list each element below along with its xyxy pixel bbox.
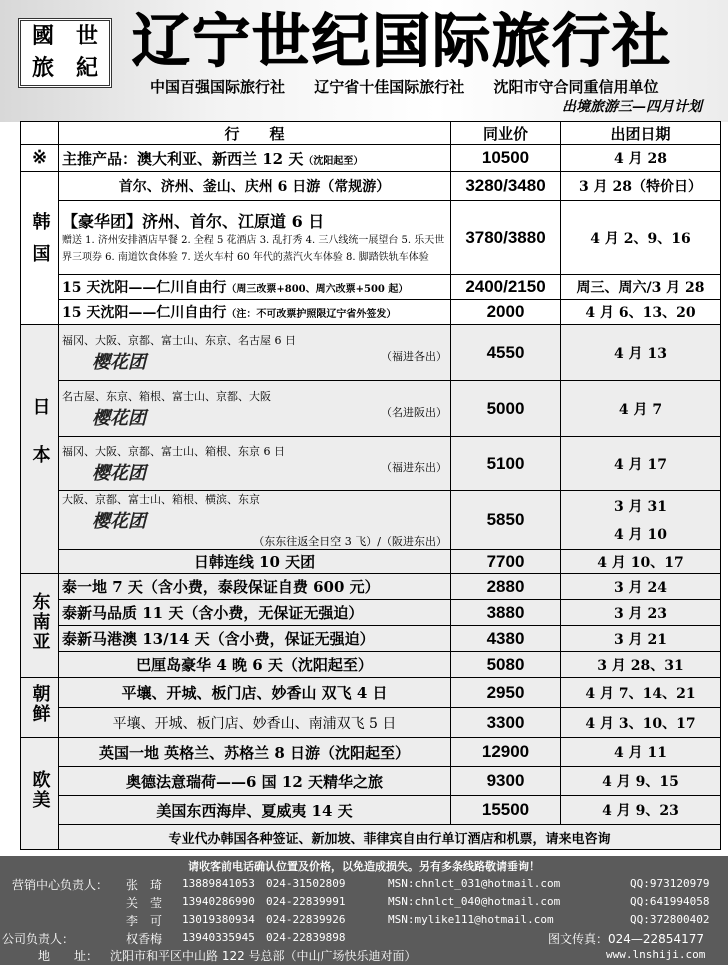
tour-tag: 樱花团 [92, 407, 146, 429]
price: 3880 [451, 600, 561, 626]
route-note: （名进阪出） [381, 405, 447, 419]
footer [0, 856, 728, 965]
date: 3 月 31 [614, 499, 667, 515]
route-note: （福进各出） [381, 349, 447, 363]
featured-mark: ※ [21, 145, 59, 172]
contact-name: 关 莹 [126, 896, 163, 910]
table-row [21, 437, 721, 491]
col-price: 同业价 [451, 122, 561, 145]
table-row [21, 738, 721, 767]
date: 3 月 21 [561, 626, 721, 652]
date: 4 月 11 [561, 738, 721, 767]
footer-notice: 请收客前电话确认位置及价格，以免造成损失。另有多条线路敬请垂询！ [188, 860, 540, 873]
plan-title: 出境旅游三—四月计划 [562, 99, 702, 115]
table-row [21, 300, 721, 325]
address-label: 地 址： [38, 949, 99, 963]
contact-qq: QQ:641994058 [630, 895, 710, 908]
company-head-mobile: 13940335945 [182, 931, 255, 944]
brand-title: 辽宁世纪国际旅行社 [132, 7, 673, 75]
taglines [150, 76, 673, 97]
tagline: 中国百强国际旅行社 [150, 78, 286, 96]
date: 4 月 10 [614, 527, 667, 543]
route-title: 泰一地 7 天（含小费，泰段保证自费 600 元） [59, 574, 451, 600]
table-row [21, 652, 721, 678]
visa-service-note: 专业代办韩国各种签证、新加坡、菲律宾自由行单订酒店和机票，请来电咨询 [59, 825, 721, 850]
table-row [21, 678, 721, 708]
date: 周三、周六/3 月 28 [561, 275, 721, 300]
route-title: 福冈、大阪、京都、富士山、东京、名古屋 6 日 [62, 333, 296, 347]
date: 4 月 2、9、16 [561, 201, 721, 275]
route-title: 首尔、济州、釜山、庆州 6 日游（常规游） [59, 172, 451, 201]
route-title: 泰新马品质 11 天（含小费，无保证无强迫） [59, 600, 451, 626]
table-row [21, 708, 721, 738]
company-logo: 國 世 旅 紀 [18, 18, 112, 88]
contact-role: 营销中心负责人： [12, 878, 109, 892]
section-japan: 日本 [21, 325, 59, 574]
route-title: 福冈、大阪、京都、富士山、箱根、东京 6 日 [62, 444, 285, 458]
route-title: 英国一地 英格兰、苏格兰 8 日游（沈阳起至） [59, 738, 451, 767]
section-north-korea: 朝鲜 [21, 678, 59, 738]
price: 10500 [451, 145, 561, 172]
contact-tel: 024-22839991 [266, 895, 346, 908]
price: 5000 [451, 381, 561, 437]
route-title: 日韩连线 10 天团 [59, 550, 451, 574]
route-title: 泰新马港澳 13/14 天（含小费，保证无强迫） [59, 626, 451, 652]
table-row [21, 574, 721, 600]
table-row [21, 600, 721, 626]
date: 3 月 24 [561, 574, 721, 600]
section-europe-america: 欧美 [21, 738, 59, 850]
route-title: 名古屋、东京、箱根、富士山、京都、大阪 [62, 389, 271, 403]
date: 4 月 7 [561, 381, 721, 437]
contact-mobile: 13889841053 [182, 877, 255, 890]
price: 9300 [451, 767, 561, 796]
contact-name: 张 琦 [126, 878, 163, 892]
price: 4550 [451, 325, 561, 381]
tagline: 辽宁省十佳国际旅行社 [314, 78, 465, 96]
price: 2950 [451, 678, 561, 708]
route-title: 大阪、京都、富士山、箱根、横滨、东京 [62, 493, 260, 506]
route-note: （福进东出） [381, 460, 447, 474]
price: 2000 [451, 300, 561, 325]
section-korea: 韩国 [21, 172, 59, 325]
price: 12900 [451, 738, 561, 767]
featured-origin: （沈阳起至） [303, 155, 364, 167]
address: 沈阳市和平区中山路 122 号总部（中山广场快乐迪对面） [110, 949, 417, 963]
price: 5100 [451, 437, 561, 491]
featured-title: 主推产品：澳大利亚、新西兰 12 天 [62, 149, 304, 168]
contact-name: 李 可 [126, 914, 163, 928]
table-row [21, 275, 721, 300]
date: 4 月 17 [561, 437, 721, 491]
table-row [21, 201, 721, 275]
route-note: （注：不可改票护照限辽宁省外签发） [226, 309, 397, 320]
tour-tag: 樱花团 [92, 511, 146, 532]
itinerary-table [20, 121, 721, 850]
route-title: 15 天沈阳——仁川自由行 [62, 305, 227, 321]
date: 4 月 6、13、20 [561, 300, 721, 325]
company-head-name: 权香梅 [126, 932, 163, 946]
price: 5080 [451, 652, 561, 678]
contact-mobile: 13019380934 [182, 913, 255, 926]
price: 15500 [451, 796, 561, 825]
contact-tel: 024-31502809 [266, 877, 346, 890]
date: 3 月 28（特价日） [561, 172, 721, 201]
table-row [21, 172, 721, 201]
route-title: 巴厘岛豪华 4 晚 6 天（沈阳起至） [59, 652, 451, 678]
contact-msn: MSN:mylike111@hotmail.com [388, 913, 554, 926]
route-note: （周三改票+800、周六改票+500 起） [226, 284, 409, 295]
price: 2880 [451, 574, 561, 600]
tour-tag: 樱花团 [92, 351, 146, 373]
tour-tag: 樱花团 [92, 462, 146, 484]
section-southeast-asia: 东南亚 [21, 574, 59, 678]
price: 5850 [451, 491, 561, 550]
route-title: 奥德法意瑞荷——6 国 12 天精华之旅 [59, 767, 451, 796]
col-date: 出团日期 [561, 122, 721, 145]
date: 4 月 9、23 [561, 796, 721, 825]
fax-number: 图文传真：024—22854177 [548, 932, 704, 946]
price: 4380 [451, 626, 561, 652]
table-row [21, 325, 721, 381]
date: 4 月 7、14、21 [561, 678, 721, 708]
contact-qq: QQ:973120979 [630, 877, 710, 890]
table-row [21, 491, 721, 550]
price: 3300 [451, 708, 561, 738]
price: 7700 [451, 550, 561, 574]
date: 3 月 28、31 [561, 652, 721, 678]
table-row [21, 550, 721, 574]
date: 4 月 13 [561, 325, 721, 381]
table-row [21, 767, 721, 796]
route-title: 【豪华团】济州、首尔、江原道 6 日 [62, 212, 325, 231]
route-title: 平壤、开城、板门店、妙香山 双飞 4 日 [59, 678, 451, 708]
contact-tel: 024-22839926 [266, 913, 346, 926]
company-head-tel: 024-22839898 [266, 931, 346, 944]
header [0, 0, 728, 122]
website-link[interactable]: www.lnshiji.com [606, 948, 706, 961]
date: 4 月 10、17 [561, 550, 721, 574]
table-row [21, 626, 721, 652]
contact-msn: MSN:chnlct_040@hotmail.com [388, 895, 561, 908]
price: 3780/3880 [451, 201, 561, 275]
contact-qq: QQ:372800402 [630, 913, 710, 926]
route-title: 15 天沈阳——仁川自由行 [62, 280, 227, 296]
date: 3 月 23 [561, 600, 721, 626]
service-row [21, 825, 721, 850]
date: 4 月 28 [561, 145, 721, 172]
col-itinerary: 行 程 [59, 122, 451, 145]
date: 4 月 9、15 [561, 767, 721, 796]
table-row [21, 381, 721, 437]
route-note: （东东往返全日空 3 飞）/（阪进东出） [253, 535, 447, 548]
price: 2400/2150 [451, 275, 561, 300]
featured-row [21, 145, 721, 172]
route-title: 平壤、开城、板门店、妙香山、南浦双飞 5 日 [59, 708, 451, 738]
tagline: 沈阳市守合同重信用单位 [493, 78, 659, 96]
table-row [21, 796, 721, 825]
price: 3280/3480 [451, 172, 561, 201]
company-head-role: 公司负责人： [2, 932, 75, 946]
date: 4 月 3、10、17 [561, 708, 721, 738]
route-title: 美国东西海岸、夏威夷 14 天 [59, 796, 451, 825]
contact-msn: MSN:chnlct_031@hotmail.com [388, 877, 561, 890]
route-detail: 赠送 1. 济州安排酒店早餐 2. 全程 5 花酒店 3. 乱打秀 4. 三八线统一展望台 5. 乐天世界三项券 6. 南道饮食体验 7. 送火车村 60 年代的蒸汽火车体验 8. 脚踏铁轨车体验 [62, 235, 445, 263]
contact-mobile: 13940286990 [182, 895, 255, 908]
table-header-row [21, 122, 721, 145]
